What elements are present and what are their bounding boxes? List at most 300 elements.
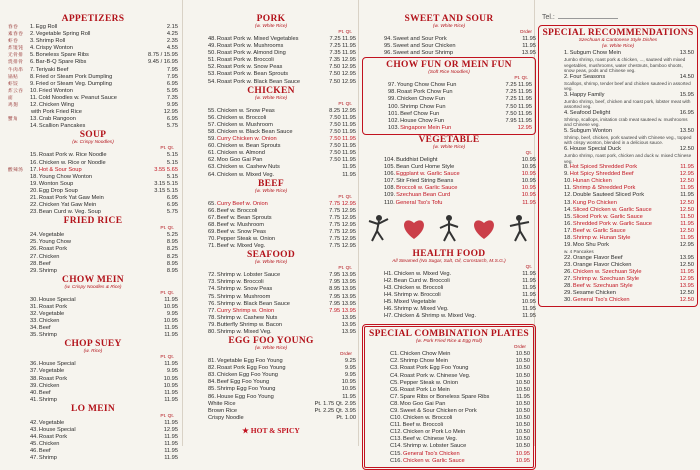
phone-input-line[interactable]: [558, 18, 618, 19]
item-price: 10.95: [521, 298, 536, 305]
menu-item[interactable]: [8, 24, 178, 31]
menu-item[interactable]: [542, 178, 694, 185]
menu-item[interactable]: [542, 185, 694, 192]
item-number: 18.: [30, 173, 38, 180]
menu-item[interactable]: [186, 394, 356, 401]
item-number: H4.: [384, 291, 393, 298]
menu-item[interactable]: [8, 81, 178, 88]
item-name: Roast Pork: [38, 246, 68, 253]
item-price: 10.95: [341, 379, 356, 386]
item-number: 15.: [30, 152, 38, 159]
item-name: Chicken: [38, 382, 60, 389]
section-title: EGG FOO YOUNG: [228, 336, 314, 347]
item-price: 10.95: [163, 318, 178, 325]
item-price: Pt. 1.00: [336, 414, 356, 421]
item-number: 107.: [384, 178, 396, 185]
menu-item[interactable]: [368, 380, 530, 387]
menu-item[interactable]: [542, 221, 694, 228]
item-price: 11.95: [522, 291, 536, 298]
menu-item[interactable]: [542, 262, 694, 269]
item-name: General Tso's Chicken: [403, 450, 460, 457]
menu-item[interactable]: [368, 401, 530, 408]
item-price: 12.95: [517, 124, 532, 131]
item-number: 57.: [208, 121, 216, 128]
item-number: 11.: [564, 185, 572, 192]
menu-item[interactable]: [8, 390, 178, 397]
item-price: 13.95: [341, 314, 356, 321]
menu-item[interactable]: [8, 202, 178, 209]
menu-item[interactable]: [542, 192, 694, 199]
menu-item[interactable]: [362, 313, 536, 320]
menu-item[interactable]: [186, 64, 356, 71]
menu-item[interactable]: [186, 229, 356, 236]
menu-item[interactable]: [186, 401, 356, 408]
item-number: 61.: [208, 150, 216, 157]
menu-item[interactable]: [8, 318, 178, 325]
menu-item[interactable]: [8, 304, 178, 311]
menu-item[interactable]: [8, 297, 178, 304]
item-number: C6.: [390, 386, 399, 393]
menu-item[interactable]: [186, 272, 356, 279]
menu-item[interactable]: [542, 146, 694, 153]
menu-item[interactable]: [186, 43, 356, 50]
menu-item[interactable]: [186, 172, 356, 179]
menu-item[interactable]: [8, 88, 178, 95]
menu-item[interactable]: [542, 110, 694, 117]
item-number: 64.: [208, 171, 216, 178]
menu-item[interactable]: [8, 376, 178, 383]
item-price: 7.25 11.95: [505, 96, 532, 103]
menu-item[interactable]: [186, 294, 356, 301]
item-price: 11.95: [680, 192, 694, 199]
menu-item[interactable]: [186, 286, 356, 293]
size-header: Pt. Qt.: [160, 413, 174, 419]
item-name: Chicken w. Mixed Veg.: [393, 270, 452, 277]
menu-item[interactable]: [8, 434, 178, 441]
menu-item[interactable]: [366, 89, 532, 96]
item-name: Stir Fried String Beans: [396, 178, 454, 185]
menu-item[interactable]: [8, 181, 178, 188]
item-name: Shrimp w. Broccoli: [216, 279, 264, 286]
item-price: 10.50: [515, 422, 530, 429]
menu-item[interactable]: [8, 31, 178, 38]
item-price: 10.95: [521, 171, 536, 178]
menu-item[interactable]: [186, 201, 356, 208]
menu-item[interactable]: [542, 235, 694, 242]
section-note: (w. Rice): [83, 349, 103, 355]
menu-item[interactable]: [8, 45, 178, 52]
menu-item[interactable]: [186, 36, 356, 43]
menu-item[interactable]: [186, 372, 356, 379]
menu-item[interactable]: [366, 82, 532, 89]
menu-item[interactable]: [362, 178, 536, 185]
menu-item[interactable]: [8, 441, 178, 448]
item-number: 4.: [564, 109, 569, 116]
item-price: 2.35: [166, 38, 178, 45]
menu-item[interactable]: [542, 92, 694, 99]
menu-item[interactable]: [366, 125, 532, 132]
item-number: 106.: [384, 171, 396, 178]
menu-item[interactable]: [186, 358, 356, 365]
menu-item[interactable]: [8, 152, 178, 159]
menu-item[interactable]: [8, 52, 178, 59]
menu-item[interactable]: [186, 236, 356, 243]
menu-item[interactable]: [362, 164, 536, 171]
menu-item[interactable]: [542, 255, 694, 262]
item-number: C8.: [390, 400, 399, 407]
menu-item[interactable]: [186, 315, 356, 322]
item-price: 7.25 11.95: [329, 36, 356, 42]
item-name: Pepper Steak w. Onion: [216, 236, 276, 243]
menu-item[interactable]: [186, 108, 356, 115]
section-note: (w. White Rice): [254, 260, 288, 266]
menu-item[interactable]: [8, 188, 178, 195]
menu-section: [362, 324, 536, 470]
menu-item[interactable]: [8, 420, 178, 427]
menu-item[interactable]: [8, 59, 178, 66]
item-name: Bean Curd Home Style: [396, 164, 455, 171]
menu-item[interactable]: [8, 232, 178, 239]
menu-item[interactable]: [368, 429, 530, 436]
menu-item[interactable]: [8, 325, 178, 332]
menu-item[interactable]: [362, 192, 536, 199]
menu-item[interactable]: [362, 299, 536, 306]
menu-item[interactable]: [8, 195, 178, 202]
menu-item[interactable]: [186, 365, 356, 372]
menu-item[interactable]: [542, 283, 694, 290]
menu-item[interactable]: [8, 268, 178, 275]
item-name: Singapore Mein Fun: [400, 124, 452, 131]
menu-item[interactable]: [186, 143, 356, 150]
menu-item[interactable]: [8, 109, 178, 116]
item-number: 74.: [208, 286, 216, 293]
item-number: 31.: [30, 303, 38, 310]
section-note: (w. White Rice): [432, 144, 466, 150]
menu-item[interactable]: [542, 297, 694, 304]
item-name: Curry Chicken w. Onion: [216, 136, 277, 143]
menu-item[interactable]: [186, 308, 356, 315]
item-name: Hot Spicy Shredded Beef: [569, 171, 634, 178]
menu-item[interactable]: [362, 285, 536, 292]
item-price: 12.50: [679, 297, 694, 304]
menu-item[interactable]: [186, 136, 356, 143]
item-name: Beef w. Mushroom: [216, 221, 265, 228]
item-price: 7.50 11.95: [329, 128, 356, 135]
menu-item[interactable]: [8, 332, 178, 339]
size-header: Order: [513, 345, 526, 351]
item-name: Bean Curd w. Veg. Soup: [38, 209, 101, 216]
menu-item[interactable]: [186, 379, 356, 386]
item-price: 11.95: [522, 43, 536, 50]
item-number: 30.: [30, 296, 38, 303]
item-number: 96.: [384, 50, 392, 57]
item-number: 110.: [384, 199, 395, 206]
item-number: 14.: [564, 206, 572, 213]
item-price: 12.95: [163, 109, 178, 116]
menu-item[interactable]: [8, 67, 178, 74]
section-title: CHOP SUEY: [64, 339, 122, 350]
item-name: Chicken w. Black Bean Sauce: [216, 128, 293, 135]
section-title: SEAFOOD: [246, 250, 296, 261]
menu-item[interactable]: [362, 200, 536, 207]
menu-item[interactable]: [542, 164, 694, 171]
menu-item[interactable]: [8, 311, 178, 318]
item-name: Shrimp w. Lobster Sauce: [216, 272, 281, 279]
chinese-name: 牛肉串: [8, 67, 24, 73]
item-price: 7.75 12.95: [329, 243, 356, 250]
item-name: Curry Beef w. Onion: [216, 200, 268, 207]
item-price: 7.25 11.95: [329, 43, 356, 50]
menu-item[interactable]: [8, 448, 178, 455]
menu-item[interactable]: [8, 95, 178, 102]
item-number: 38.: [30, 375, 38, 382]
menu-item[interactable]: [8, 209, 178, 216]
menu-item[interactable]: [542, 200, 694, 207]
item-number: 65.: [208, 200, 216, 207]
menu-item[interactable]: [186, 301, 356, 308]
menu-item[interactable]: [186, 208, 356, 215]
menu-item[interactable]: [8, 167, 178, 174]
menu-item[interactable]: [542, 269, 694, 276]
menu-item[interactable]: [8, 160, 178, 167]
menu-item[interactable]: [368, 436, 530, 443]
menu-item[interactable]: [368, 351, 530, 358]
menu-item[interactable]: [362, 185, 536, 192]
menu-item[interactable]: [8, 383, 178, 390]
menu-item[interactable]: [542, 74, 694, 81]
menu-item[interactable]: [542, 171, 694, 178]
item-name: Sweet and Sour Pork: [392, 36, 447, 42]
item-price: 12.50: [679, 227, 694, 234]
item-number: 30.: [564, 297, 572, 304]
menu-item[interactable]: [362, 271, 536, 278]
menu-item[interactable]: [366, 96, 532, 103]
item-number: 2.: [564, 73, 569, 80]
item-price: 8.25: [166, 246, 178, 253]
item-name: Roast Pork: [38, 303, 68, 310]
section-note: (w. White Rice): [601, 44, 635, 49]
menu-item[interactable]: [186, 79, 356, 86]
menu-item[interactable]: [8, 239, 178, 246]
menu-item[interactable]: [368, 451, 530, 458]
item-price: 12.95: [679, 242, 694, 249]
menu-item[interactable]: [186, 408, 356, 415]
item-price: 7.50 11.95: [329, 143, 356, 150]
menu-item[interactable]: [368, 408, 530, 415]
menu-item[interactable]: [542, 290, 694, 297]
item-price: 9.45 / 16.95: [147, 59, 178, 66]
menu-item[interactable]: [366, 104, 532, 111]
item-number: 53.: [208, 71, 216, 78]
item-price: 15.95: [679, 91, 694, 98]
menu-item[interactable]: [542, 128, 694, 135]
menu-item[interactable]: [8, 368, 178, 375]
item-price: 7.75 12.95: [329, 236, 356, 243]
item-price: 7.75 12.95: [329, 221, 356, 228]
item-price: 14.50: [679, 73, 694, 80]
item-price: 12.50: [679, 290, 694, 297]
menu-item[interactable]: [362, 278, 536, 285]
menu-item[interactable]: [8, 246, 178, 253]
menu-item[interactable]: [362, 50, 536, 57]
item-description: Jumbo shrimp, beef, chicken and roast pork, lobster meat with assorted veg.: [564, 98, 691, 110]
menu-item[interactable]: [186, 415, 356, 422]
section-note: Szechuan & Cantonese Style Dishes: [578, 38, 658, 43]
item-price: 11.95: [342, 171, 356, 178]
menu-item[interactable]: [186, 129, 356, 136]
menu-item[interactable]: [366, 111, 532, 118]
item-number: 69.: [208, 228, 216, 235]
size-header: Pt. Qt.: [338, 101, 352, 107]
item-name: Orange Flavor Beef: [572, 254, 623, 261]
item-name: Roast Pork Lo Mein: [399, 386, 450, 393]
item-number: 101.: [388, 110, 400, 117]
size-header: Pt. Qt.: [160, 355, 174, 361]
menu-item[interactable]: [368, 358, 530, 365]
menu-item[interactable]: [186, 243, 356, 250]
item-number: 33.: [30, 318, 38, 325]
menu-item[interactable]: [542, 242, 694, 249]
item-number: 43.: [30, 427, 38, 434]
menu-item[interactable]: [186, 115, 356, 122]
item-price: 10.50: [515, 386, 530, 393]
menu-item[interactable]: [8, 427, 178, 434]
item-number: 35.: [30, 332, 38, 339]
menu-item[interactable]: [362, 36, 536, 43]
menu-item[interactable]: [186, 150, 356, 157]
item-number: 86.: [208, 393, 216, 400]
menu-section: [8, 14, 178, 130]
menu-item[interactable]: [8, 102, 178, 109]
menu-item[interactable]: [186, 157, 356, 164]
menu-item[interactable]: [8, 174, 178, 181]
item-number: 2.: [30, 31, 35, 38]
menu-item[interactable]: [362, 306, 536, 313]
item-name: Roast Pork w. Broccoli: [216, 57, 274, 64]
menu-item[interactable]: [186, 329, 356, 336]
item-name: Chicken Wing: [38, 102, 75, 109]
menu-item[interactable]: [8, 123, 178, 130]
item-price: 6.95: [166, 194, 178, 201]
item-name: Chicken: [38, 318, 60, 325]
menu-item[interactable]: [186, 322, 356, 329]
menu-item[interactable]: [186, 71, 356, 78]
item-name: Roast Pork w. Mushrooms: [216, 43, 284, 50]
menu-item[interactable]: [186, 57, 356, 64]
menu-item[interactable]: [368, 443, 530, 450]
menu-item[interactable]: [362, 292, 536, 299]
menu-item[interactable]: [8, 261, 178, 268]
menu-item[interactable]: [366, 118, 532, 125]
item-name: Double Sauteed Sliced Pork: [572, 192, 645, 199]
item-number: 14.: [30, 123, 38, 130]
section-note: (w. Pork Fried Rice & Egg Roll): [415, 339, 483, 345]
item-number: 22.: [564, 254, 572, 261]
menu-item[interactable]: [362, 157, 536, 164]
item-price: 11.95: [680, 220, 694, 227]
item-name: Seafood Delight: [569, 109, 611, 116]
menu-item[interactable]: [186, 279, 356, 286]
menu-item[interactable]: [8, 254, 178, 261]
menu-item[interactable]: [186, 215, 356, 222]
item-number: 13.: [30, 116, 38, 123]
dancer-figure-icon: [366, 213, 392, 243]
menu-item[interactable]: [368, 387, 530, 394]
item-number: C14.: [390, 443, 403, 450]
menu-item[interactable]: [186, 164, 356, 171]
menu-item[interactable]: [186, 222, 356, 229]
item-name: Chicken w. Rice or Noodle: [38, 159, 106, 166]
item-price: 5.15: [166, 173, 178, 180]
menu-item[interactable]: [368, 422, 530, 429]
item-name: Beef w. Broccoli: [216, 207, 258, 214]
item-name: Fried Wonton: [38, 87, 73, 94]
menu-item[interactable]: [368, 415, 530, 422]
item-number: 98.: [388, 89, 396, 96]
menu-item[interactable]: [8, 361, 178, 368]
item-name: Beef: [38, 325, 51, 332]
item-price: 10.95: [521, 192, 536, 199]
menu-item[interactable]: [8, 38, 178, 45]
menu-item[interactable]: [542, 207, 694, 214]
item-name: Young Chow: [38, 239, 71, 246]
menu-item[interactable]: [368, 373, 530, 380]
item-price: 3.15 5.15: [154, 187, 178, 194]
item-name: House Egg Foo Young: [216, 393, 274, 400]
item-number: 79.: [208, 321, 216, 328]
item-number: H2.: [384, 277, 393, 284]
item-price: 10.50: [515, 365, 530, 372]
size-header: Order: [519, 30, 532, 35]
menu-item[interactable]: [542, 276, 694, 283]
menu-item[interactable]: [542, 214, 694, 221]
item-price: 7.95: [166, 66, 178, 73]
menu-item[interactable]: [368, 394, 530, 401]
chinese-name: 锅贴: [8, 74, 19, 80]
size-header: Pt. Qt.: [160, 146, 174, 152]
menu-item[interactable]: [362, 171, 536, 178]
menu-panel-4: [538, 0, 698, 446]
menu-item[interactable]: [8, 455, 178, 462]
chinese-name: 春卷: [8, 25, 19, 30]
chinese-name: 炸馄饨: [8, 46, 24, 52]
menu-item[interactable]: [362, 43, 536, 50]
item-price: 7.25 11.95: [505, 89, 532, 96]
item-price: 11.95: [522, 270, 536, 277]
menu-item[interactable]: [368, 365, 530, 372]
menu-item[interactable]: [368, 458, 530, 465]
item-price: 7.95 13.95: [329, 300, 356, 307]
item-name: Mixed Vegetable: [393, 298, 436, 305]
menu-item[interactable]: [186, 50, 356, 57]
menu-item[interactable]: [542, 228, 694, 235]
item-name: Egg Drop Soup: [38, 187, 78, 194]
menu-item[interactable]: [186, 122, 356, 129]
item-name: White Rice: [208, 400, 236, 407]
item-price: 12.50: [679, 199, 694, 206]
menu-item[interactable]: [8, 74, 178, 81]
size-header: Qt.: [525, 264, 532, 270]
menu-item[interactable]: [8, 397, 178, 404]
menu-item[interactable]: [8, 116, 178, 123]
item-number: 12.: [564, 192, 572, 199]
menu-item[interactable]: [542, 50, 694, 57]
item-name: Kung Po Chicken: [572, 199, 617, 206]
item-name: Shrimp w. Hunan Style: [572, 235, 631, 241]
menu-item[interactable]: [186, 386, 356, 393]
item-name: Cold Noodles w. Peanut Sauce: [38, 94, 117, 101]
item-number: 84.: [208, 379, 216, 386]
